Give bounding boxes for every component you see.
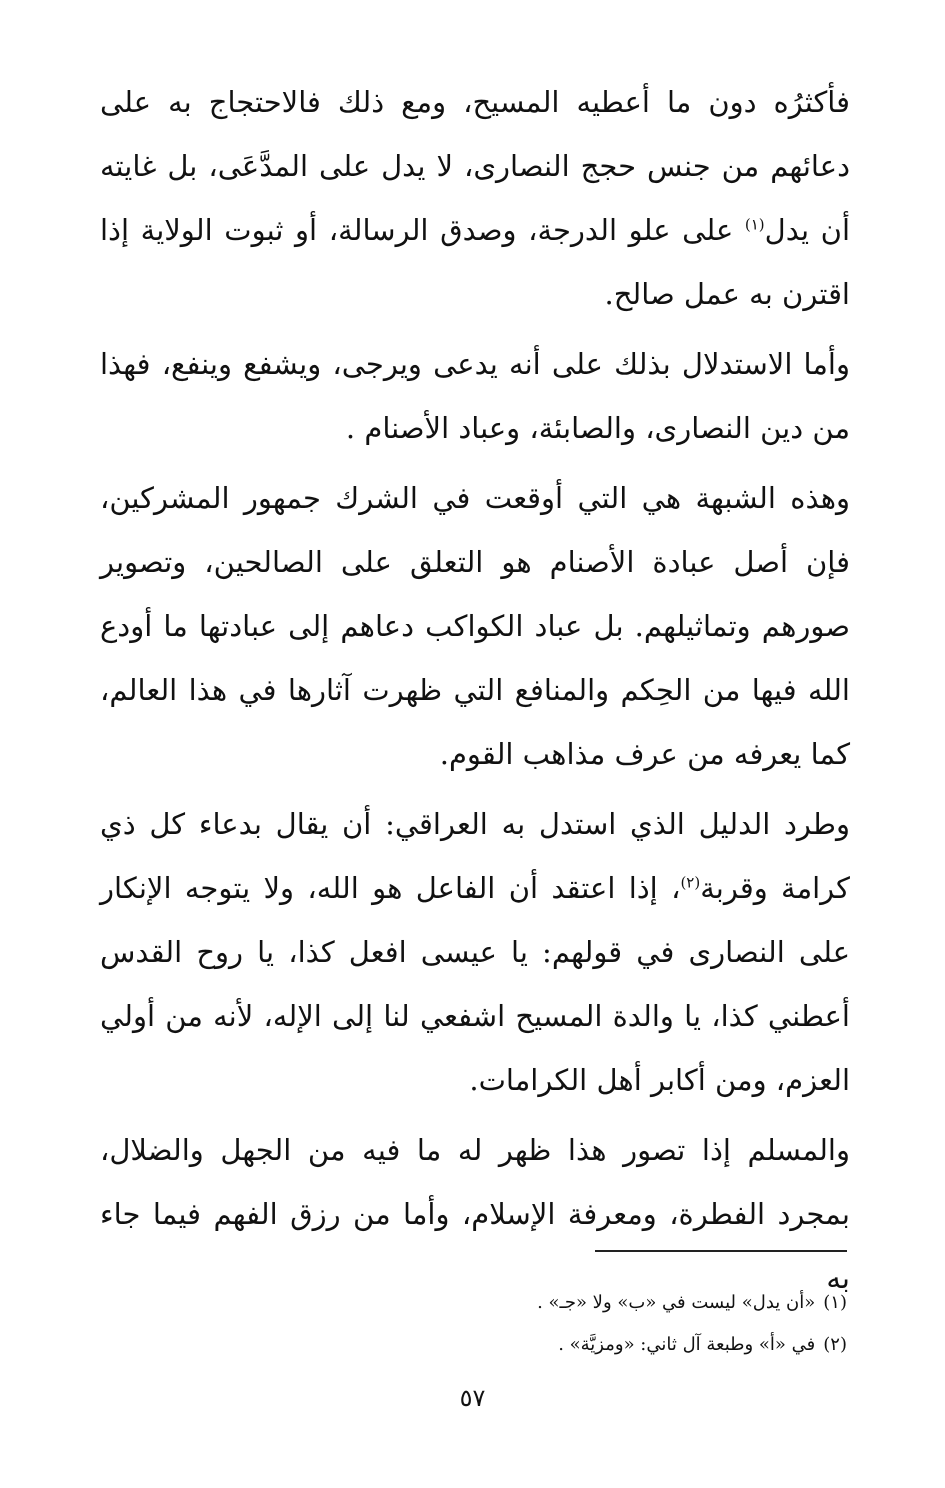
paragraph-2 xyxy=(100,332,850,460)
footnote-separator xyxy=(595,1250,847,1252)
footnote-ref-1[interactable]: (١) xyxy=(744,215,765,234)
paragraph-3 xyxy=(100,466,850,786)
paragraph-1-text-b: على علو الدرجة، وصدق الرسالة، أو ثبوت الولاية إذا اقترن به عمل صالح. xyxy=(100,213,850,311)
footnote-ref-2[interactable]: (٢) xyxy=(680,873,701,892)
page-number: ٥٧ xyxy=(459,1384,486,1412)
footnote-2 xyxy=(247,1324,847,1366)
footnotes xyxy=(247,1282,847,1366)
footnote-1-number: (١) xyxy=(823,1292,847,1313)
page-body xyxy=(100,70,850,1310)
paragraph-1-text-a: فأكثرُه دون ما أعطيه المسيح، ومع ذلك فالاحتجاج به على دعائهم من جنس حجج النصارى، لا يدل على المدَّعَى، بل غايته أن يدل xyxy=(100,85,850,247)
paragraph-4 xyxy=(100,792,850,1112)
paragraph-2-text: وأما الاستدلال بذلك على أنه يدعى ويرجى، ويشفع وينفع، فهذا من دين النصارى، والصابئة، وعباد الأصنام . xyxy=(100,347,850,445)
paragraph-3-text: وهذه الشبهة هي التي أوقعت في الشرك جمهور المشركين، فإن أصل عبادة الأصنام هو التعلق على الصالحين، وتصوير صورهم وتماثيلهم. بل عباد الكواكب دعاهم إلى عبادتها ما أودع الله فيها من الحِكم والمنافع التي ظهرت آثارها في هذا العالم، كما يعرفه من عرف مذاهب القوم. xyxy=(100,481,850,771)
footnote-1 xyxy=(247,1282,847,1324)
paragraph-4-text-b: ، إذا اعتقد أن الفاعل هو الله، ولا يتوجه الإنكار على النصارى في قولهم: يا عيسى افعل كذا، يا روح القدس أعطني كذا، يا والدة المسيح اشفعي لنا إلى الإله، لأنه من أولي العزم، ومن أكابر أهل الكرامات. xyxy=(100,871,850,1097)
paragraph-4-text-a: وطرد الدليل الذي استدل به العراقي: أن يقال بدعاء كل ذي كرامة وقربة xyxy=(100,807,850,905)
footnote-2-number: (٢) xyxy=(823,1334,847,1355)
paragraph-5-text: والمسلم إذا تصور هذا ظهر له ما فيه من الجهل والضلال، بمجرد الفطرة، ومعرفة الإسلام، وأما من رزق الفهم فيما جاء به xyxy=(100,1133,850,1295)
footnote-1-text: «أن يدل» ليست في «ب» ولا «جـ» . xyxy=(537,1292,816,1313)
footnote-2-text: في «أ» وطبعة آل ثاني: «ومزيَّة» . xyxy=(558,1334,816,1355)
paragraph-1 xyxy=(100,70,850,326)
